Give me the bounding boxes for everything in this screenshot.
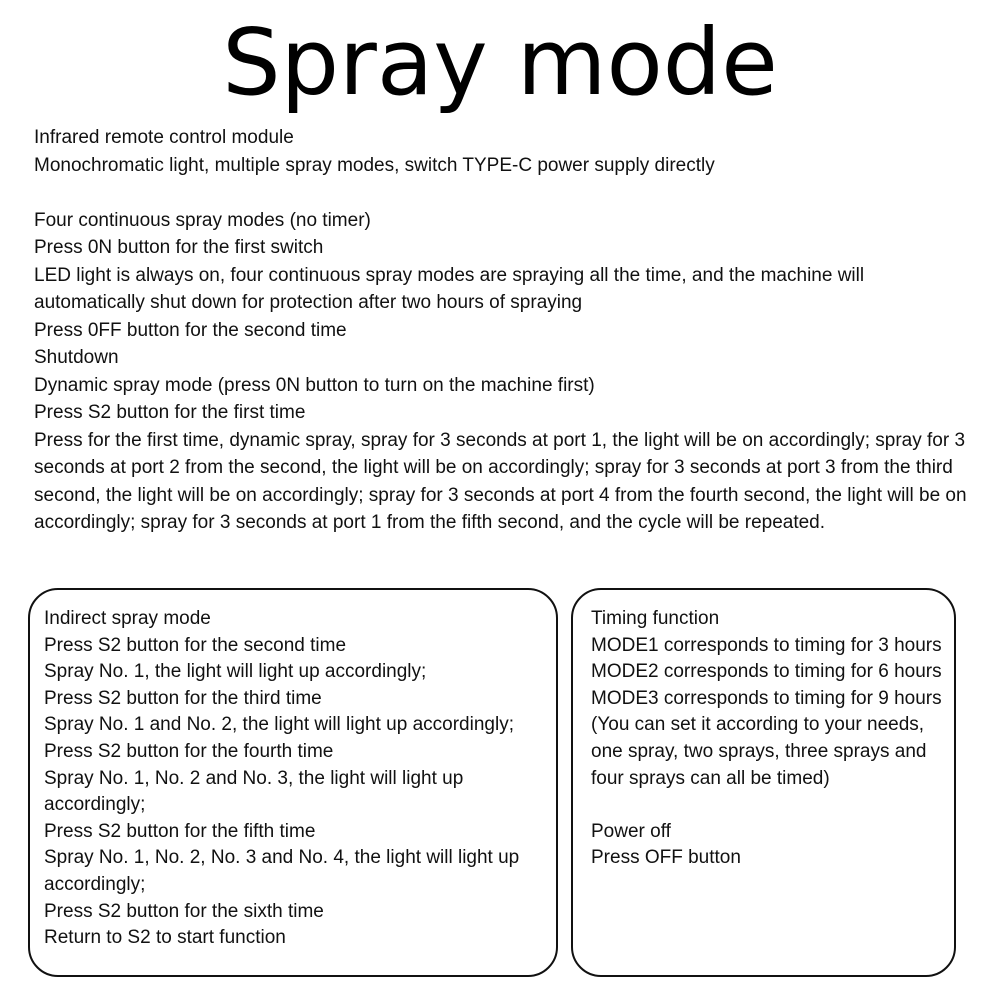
box-line: MODE1 corresponds to timing for 3 hours <box>591 634 942 656</box>
intro-line: Shutdown <box>34 347 119 368</box>
box-line: Press S2 button for the second time <box>44 634 347 656</box>
box-line: Spray No. 1, the light will light up accordingly; <box>44 661 427 683</box>
intro-line: LED light is always on, four continuous spray modes are spraying all the time, and the machine will automatically shut down for protection after two hours of spraying <box>34 264 865 313</box>
intro-text-block <box>34 124 974 537</box>
intro-line: Dynamic spray mode (press 0N button to turn on the machine first) <box>34 374 595 396</box>
box-line: Press S2 button for the third time <box>44 687 322 709</box>
intro-line: Press for the first time, dynamic spray, spray for 3 seconds at port 1, the light will be on accordingly; spray for 3 seconds at port 2 from the second, the light will be on accordingly; spray for 3 seconds at port 3 from the third second, the light will be on accordingly; spray for 3 seconds at port 4 from the fourth second, the light will be on accordingly; spray for 3 seconds at port 1 from the fifth second, and the cycle will be repeated. <box>34 429 967 533</box>
box-line: Press OFF button <box>591 847 741 869</box>
intro-line: Infrared remote control module <box>34 127 294 148</box>
page-title: Spray mode <box>222 9 778 116</box>
timing-function-box <box>571 588 956 977</box>
indirect-spray-mode-box <box>28 588 558 977</box>
box-line: Press S2 button for the sixth time <box>44 900 324 922</box>
spacer <box>34 179 974 207</box>
box-line: Power off <box>591 820 671 842</box>
box-heading: Timing function <box>591 608 720 629</box>
box-line: Spray No. 1 and No. 2, the light will light up accordingly; <box>44 714 514 736</box>
box-line: Spray No. 1, No. 2 and No. 3, the light will light up accordingly; <box>44 767 464 816</box>
intro-line: Press S2 button for the first time <box>34 402 306 423</box>
box-line: Return to S2 to start function <box>44 927 286 949</box>
spacer <box>591 792 946 819</box>
box-line: MODE3 corresponds to timing for 9 hours <box>591 687 942 709</box>
intro-line: Four continuous spray modes (no timer) <box>34 209 371 231</box>
box-line: (You can set it according to your needs, one spray, two sprays, three sprays and four sprays can all be timed) <box>591 714 927 789</box>
intro-line: Press 0N button for the first switch <box>34 237 324 258</box>
box-line: Press S2 button for the fourth time <box>44 740 334 762</box>
box-line: Press S2 button for the fifth time <box>44 820 316 842</box>
intro-line: Press 0FF button for the second time <box>34 319 347 341</box>
intro-line: Monochromatic light, multiple spray modes, switch TYPE-C power supply directly <box>34 154 715 176</box>
box-line: MODE2 corresponds to timing for 6 hours <box>591 661 942 683</box>
box-line: Spray No. 1, No. 2, No. 3 and No. 4, the light will light up accordingly; <box>44 847 520 895</box>
box-heading: Indirect spray mode <box>44 608 211 629</box>
